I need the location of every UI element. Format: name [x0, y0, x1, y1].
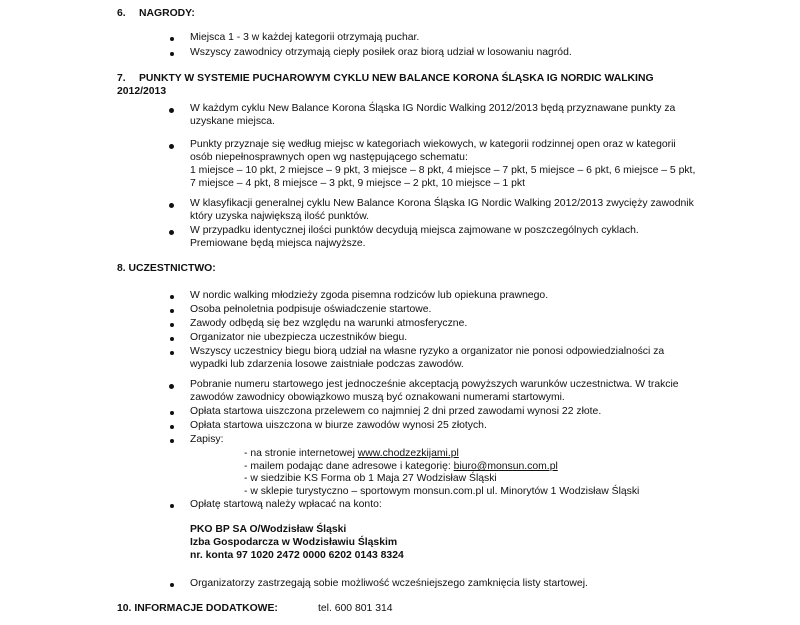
bullet	[170, 351, 174, 355]
list-item: Organizator nie ubezpiecza uczestników biegu.	[190, 332, 408, 343]
payment-label: Opłatę startową należy wpłacać na konto:	[190, 499, 382, 510]
section-10-title: 10. INFORMACJE DODATKOWE:	[117, 603, 278, 614]
signup-office: - w siedzibie KS Forma ob 1 Maja 27 Wodzisław Śląski	[244, 473, 497, 484]
points-schedule: 1 miejsce – 10 pkt, 2 miejsce – 9 pkt, 3 miejsce – 8 pkt, 4 miejsce – 7 pkt, 5 miejsce – 6 pkt, 6 miejsce – 5 pkt,	[190, 165, 696, 176]
list-item: W klasyfikacji generalnej cyklu New Balance Korona Śląska IG Nordic Walking 2012/2013 zwycięży zawodnik	[190, 198, 694, 209]
bullet	[169, 384, 174, 389]
section-6-title: NAGRODY:	[139, 8, 195, 19]
list-item: Organizatorzy zastrzegają sobie możliwość wcześniejszego zamknięcia listy startowej.	[190, 578, 588, 589]
bullet	[169, 230, 174, 235]
bullet	[169, 144, 174, 149]
list-item-continued: zawodów zawodnicy obowiązkowo muszą być oznakowani numerami startowymi.	[190, 392, 565, 403]
list-item: Zapisy:	[190, 434, 224, 445]
bullet	[170, 411, 174, 415]
list-item: Pobranie numeru startowego jest jednocześnie akceptacją powyższych warunków uczestnictwa. W trakcie	[190, 379, 679, 390]
list-item: W nordic walking młodzieży zgoda pisemna rodziców lub opiekuna prawnego.	[190, 290, 549, 301]
list-item: Punkty przyznaje się według miejsc w kategoriach wiekowych, w kategorii rodzinnej open oraz w kategorii	[190, 139, 676, 150]
phone-number: tel. 600 801 314	[318, 603, 393, 614]
bullet	[170, 439, 174, 443]
section-6-number: 6.	[117, 8, 126, 19]
bullet	[170, 323, 174, 327]
section-7-title-year: 2012/2013	[117, 86, 167, 97]
signup-shop: - w sklepie turystyczno – sportowym monsun.com.pl ul. Minorytów 1 Wodzisław Śląski	[244, 486, 640, 497]
signup-web	[244, 448, 459, 460]
bullet	[170, 309, 174, 313]
bullet	[169, 203, 174, 208]
points-schedule: 7 miejsce – 4 pkt, 8 miejsce – 3 pkt, 9 miejsce – 2 pkt, 10 miejsce – 1 pkt	[190, 178, 525, 189]
website-link[interactable]: www.chodzezkijami.pl	[357, 448, 459, 459]
list-item: Zawody odbędą się bez względu na warunki atmosferyczne.	[190, 318, 468, 329]
signup-mail	[244, 461, 558, 473]
list-item: Wszyscy uczestnicy biegu biorą udział na własne ryzyko a organizator nie ponosi odpowiedzialności za	[190, 346, 665, 357]
list-item-continued: osób niepełnosprawnych open wg następującego schematu:	[190, 152, 468, 163]
email-link[interactable]: biuro@monsun.com.pl	[453, 461, 558, 472]
section-7-title: PUNKTY W SYSTEMIE PUCHAROWYM CYKLU NEW BALANCE KORONA ŚLĄSKA IG NORDIC WALKING	[139, 73, 654, 84]
list-item-continued: który uzyska największą ilość punktów.	[190, 211, 370, 222]
signup-web-label: - na stronie internetowej	[244, 448, 358, 459]
list-item: W każdym cyklu New Balance Korona Śląska IG Nordic Walking 2012/2013 będą przyznawane punkty za	[190, 103, 676, 114]
section-8-title: 8. UCZESTNICTWO:	[117, 263, 216, 274]
bullet	[169, 108, 174, 113]
bank-holder: Izba Gospodarcza w Wodzisławiu Śląskim	[190, 537, 398, 548]
list-item-continued: wypadki lub zdarzenia losowe zaistniałe podczas zawodów.	[190, 359, 464, 370]
section-7-number: 7.	[117, 73, 126, 84]
bullet	[170, 337, 174, 341]
signup-mail-label: - mailem podając dane adresowe i kategorię:	[244, 461, 454, 472]
list-item: Miejsca 1 - 3 w każdej kategorii otrzymają puchar.	[190, 32, 420, 43]
list-item: Osoba pełnoletnia podpisuje oświadczenie startowe.	[190, 304, 432, 315]
list-item-continued: Premiowane będą miejsca najwyższe.	[190, 238, 366, 249]
list-item: Opłata startowa uiszczona przelewem co najmniej 2 dni przed zawodami wynosi 22 złote.	[190, 406, 602, 417]
bullet	[170, 52, 174, 56]
bullet	[170, 583, 174, 587]
list-item-continued: uzyskane miejsca.	[190, 116, 275, 127]
bank-name: PKO BP SA O/Wodzisław Śląski	[190, 524, 347, 535]
list-item: Opłata startowa uiszczona w biurze zawodów wynosi 25 złotych.	[190, 420, 487, 431]
bullet	[170, 504, 174, 508]
list-item: W przypadku identycznej ilości punktów decydują miejsca zajmowane w poszczególnych cyklach.	[190, 225, 639, 236]
bullet	[170, 425, 174, 429]
bullet	[170, 37, 174, 41]
bank-account: nr. konta 97 1020 2472 0000 6202 0143 8324	[190, 550, 404, 561]
bullet	[170, 295, 174, 299]
list-item: Wszyscy zawodnicy otrzymają ciepły posiłek oraz biorą udział w losowaniu nagród.	[190, 47, 572, 58]
